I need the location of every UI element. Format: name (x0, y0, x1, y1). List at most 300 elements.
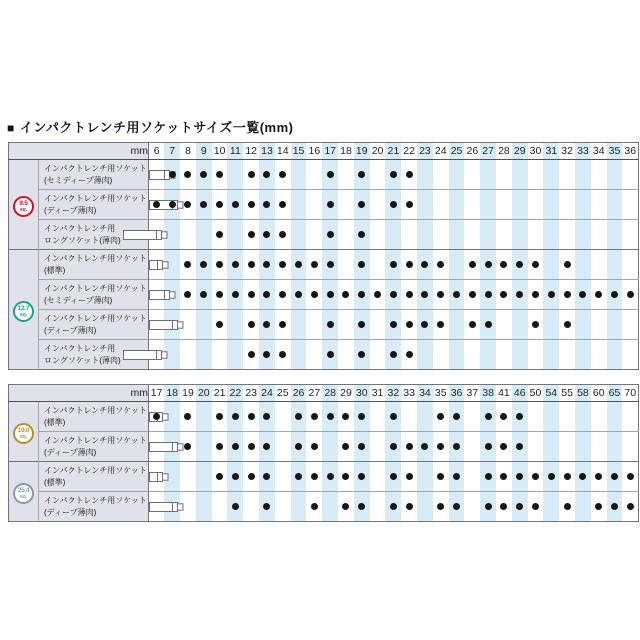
size-column-header-17: 17 (322, 143, 338, 160)
availability-dot (437, 261, 444, 268)
socket-type-label (44, 163, 147, 185)
size-cell-18 (338, 160, 354, 190)
size-column-header-35: 35 (433, 385, 449, 402)
availability-dot (564, 473, 571, 480)
size-cell-28 (496, 250, 512, 280)
availability-dot (579, 473, 586, 480)
socket-type-variant: (ディープ薄肉) (44, 325, 97, 335)
size-column-header-38: 38 (480, 385, 496, 402)
availability-dot (390, 413, 397, 420)
size-cell-30 (354, 462, 370, 492)
socket-type-name: インパクトレンチ用ソケット (44, 496, 147, 506)
size-cell-21 (385, 340, 401, 370)
size-cell-20 (370, 250, 386, 280)
availability-dot (279, 261, 286, 268)
availability-dot (327, 261, 334, 268)
size-cell-21 (385, 190, 401, 220)
availability-dot (390, 351, 397, 358)
availability-dot (500, 261, 507, 268)
size-column-header-11: 11 (227, 143, 243, 160)
availability-dot (532, 321, 539, 328)
size-column-header-21: 21 (212, 385, 228, 402)
socket-type-cell (39, 190, 149, 220)
availability-dot (500, 503, 507, 510)
size-cell-26 (464, 340, 480, 370)
size-cell-17 (322, 220, 338, 250)
availability-dot (548, 473, 555, 480)
size-cell-35 (607, 310, 623, 340)
availability-dot (437, 503, 444, 510)
size-column-header-13: 13 (259, 143, 275, 160)
size-cell-65 (607, 462, 623, 492)
size-cell-15 (291, 280, 307, 310)
size-cell-54 (543, 432, 559, 462)
size-cell-34 (591, 250, 607, 280)
size-cell-25 (275, 492, 291, 522)
availability-dot (263, 201, 270, 208)
size-cell-60 (591, 462, 607, 492)
availability-dot (453, 413, 460, 420)
size-cell-21 (385, 220, 401, 250)
size-cell-20 (370, 280, 386, 310)
size-cell-34 (591, 160, 607, 190)
size-cell-36 (622, 190, 638, 220)
socket-type-variant: (標準) (44, 265, 66, 275)
size-cell-22 (227, 432, 243, 462)
size-cell-22 (401, 340, 417, 370)
size-cell-25 (449, 220, 465, 250)
availability-dot (327, 231, 334, 238)
availability-dot (327, 351, 334, 358)
availability-dot (358, 291, 365, 298)
availability-dot (453, 473, 460, 480)
size-cell-13 (259, 310, 275, 340)
availability-dot (390, 503, 397, 510)
drive-size-cell (9, 402, 39, 462)
size-cell-12 (243, 250, 259, 280)
size-cell-36 (449, 492, 465, 522)
size-cell-36 (622, 250, 638, 280)
availability-dot (295, 413, 302, 420)
size-column-header-26: 26 (464, 143, 480, 160)
availability-dot (342, 291, 349, 298)
size-cell-31 (370, 492, 386, 522)
size-cell-23 (417, 340, 433, 370)
size-cell-29 (512, 190, 528, 220)
size-cell-70 (622, 492, 638, 522)
size-cell-14 (275, 160, 291, 190)
availability-dot (627, 503, 634, 510)
size-cell-26 (464, 310, 480, 340)
availability-dot (184, 443, 191, 450)
availability-dot (485, 443, 492, 450)
size-cell-12 (243, 310, 259, 340)
size-cell-22 (227, 402, 243, 432)
size-cell-55 (559, 492, 575, 522)
size-cell-12 (243, 160, 259, 190)
size-cell-19 (180, 462, 196, 492)
size-cell-28 (322, 402, 338, 432)
size-cell-27 (480, 190, 496, 220)
size-cell-20 (370, 160, 386, 190)
size-cell-32 (559, 160, 575, 190)
availability-dot (500, 413, 507, 420)
size-cell-14 (275, 250, 291, 280)
size-cell-36 (449, 432, 465, 462)
availability-dot (232, 473, 239, 480)
size-column-header-9: 9 (196, 143, 212, 160)
size-cell-22 (227, 492, 243, 522)
size-cell-9 (196, 190, 212, 220)
availability-dot (248, 413, 255, 420)
size-cell-35 (607, 280, 623, 310)
size-cell-36 (449, 402, 465, 432)
availability-dot (169, 171, 176, 178)
socket-type-cell (39, 250, 149, 280)
size-cell-22 (401, 280, 417, 310)
size-cell-16 (306, 190, 322, 220)
size-cell-36 (622, 280, 638, 310)
size-cell-11 (227, 220, 243, 250)
size-cell-11 (227, 310, 243, 340)
availability-dot (311, 291, 318, 298)
availability-dot (406, 201, 413, 208)
availability-dot (437, 443, 444, 450)
socket-type-cell (39, 462, 149, 492)
size-cell-34 (591, 220, 607, 250)
size-cell-16 (306, 340, 322, 370)
availability-dot (611, 291, 618, 298)
size-cell-13 (259, 160, 275, 190)
size-cell-34 (417, 402, 433, 432)
size-cell-23 (243, 462, 259, 492)
availability-dot (279, 201, 286, 208)
size-cell-36 (449, 462, 465, 492)
size-cell-31 (543, 250, 559, 280)
size-cell-27 (480, 280, 496, 310)
size-cell-24 (433, 250, 449, 280)
availability-dot (390, 473, 397, 480)
size-cell-14 (275, 280, 291, 310)
availability-dot (390, 321, 397, 328)
size-cell-17 (322, 190, 338, 220)
availability-dot (516, 291, 523, 298)
availability-dot (469, 321, 476, 328)
socket-type-label (44, 283, 147, 305)
drive-size-badge (13, 196, 34, 217)
availability-dot (327, 291, 334, 298)
size-cell-8 (180, 340, 196, 370)
availability-dot (232, 201, 239, 208)
availability-dot (295, 261, 302, 268)
availability-dot (532, 503, 539, 510)
size-cell-27 (480, 220, 496, 250)
size-cell-24 (259, 492, 275, 522)
socket-type-name: インパクトレンチ用ソケット (44, 254, 147, 264)
availability-dot (564, 503, 571, 510)
size-cell-28 (322, 432, 338, 462)
availability-dot (263, 291, 270, 298)
size-cell-60 (591, 402, 607, 432)
availability-dot (216, 171, 223, 178)
size-cell-33 (401, 462, 417, 492)
size-cell-38 (480, 402, 496, 432)
size-column-header-60: 60 (591, 385, 607, 402)
size-cell-24 (433, 160, 449, 190)
size-column-header-20: 20 (196, 385, 212, 402)
size-cell-27 (480, 250, 496, 280)
size-cell-23 (243, 492, 259, 522)
size-column-header-50: 50 (528, 385, 544, 402)
size-column-header-25: 25 (449, 143, 465, 160)
size-cell-8 (180, 250, 196, 280)
size-cell-34 (417, 492, 433, 522)
availability-dot (532, 473, 539, 480)
availability-dot (516, 473, 523, 480)
size-cell-19 (354, 280, 370, 310)
drive-size-badge (13, 301, 34, 322)
size-cell-31 (543, 160, 559, 190)
size-cell-15 (291, 340, 307, 370)
socket-type-cell (39, 432, 149, 462)
size-cell-35 (607, 160, 623, 190)
availability-dot (406, 291, 413, 298)
socket-type-variant: (ディープ薄肉) (44, 507, 97, 517)
size-cell-55 (559, 462, 575, 492)
size-cell-32 (385, 402, 401, 432)
size-cell-26 (464, 220, 480, 250)
page-title-text: インパクトレンチ用ソケットサイズ一覧(mm) (19, 120, 294, 135)
size-cell-23 (417, 280, 433, 310)
size-column-header-29: 29 (512, 143, 528, 160)
socket-type-name: インパクトレンチ用ソケット (44, 284, 147, 294)
availability-dot (358, 321, 365, 328)
size-cell-29 (512, 310, 528, 340)
availability-dot (263, 321, 270, 328)
size-cell-29 (512, 340, 528, 370)
size-column-header-21: 21 (385, 143, 401, 160)
size-cell-20 (196, 432, 212, 462)
availability-dot (311, 503, 318, 510)
size-cell-25 (275, 432, 291, 462)
size-cell-55 (559, 432, 575, 462)
size-cell-11 (227, 340, 243, 370)
size-cell-18 (338, 340, 354, 370)
size-cell-31 (370, 462, 386, 492)
size-cell-8 (180, 280, 196, 310)
size-cell-18 (338, 190, 354, 220)
size-cell-21 (385, 250, 401, 280)
size-cell-29 (512, 250, 528, 280)
size-cell-10 (212, 220, 228, 250)
size-cell-32 (385, 492, 401, 522)
size-cell-41 (496, 402, 512, 432)
size-cell-28 (496, 190, 512, 220)
availability-dot (469, 261, 476, 268)
socket-type-variant: (セミディープ薄肉) (44, 175, 113, 185)
size-cell-35 (433, 432, 449, 462)
size-cell-17 (322, 310, 338, 340)
availability-dot (216, 261, 223, 268)
size-column-header-16: 16 (306, 143, 322, 160)
availability-dot (263, 473, 270, 480)
size-cell-19 (354, 160, 370, 190)
availability-dot (453, 291, 460, 298)
size-cell-33 (575, 340, 591, 370)
size-cell-27 (480, 160, 496, 190)
availability-dot (358, 503, 365, 510)
size-cell-10 (212, 250, 228, 280)
size-column-header-32: 32 (559, 143, 575, 160)
availability-dot (390, 261, 397, 268)
size-cell-19 (354, 250, 370, 280)
title-bullet-icon: ■ (7, 121, 15, 135)
size-cell-30 (354, 492, 370, 522)
size-cell-70 (622, 432, 638, 462)
availability-dot (327, 321, 334, 328)
availability-dot (263, 413, 270, 420)
size-cell-17 (322, 160, 338, 190)
size-cell-65 (607, 432, 623, 462)
size-cell-25 (449, 310, 465, 340)
size-cell-19 (354, 310, 370, 340)
socket-size-table (8, 142, 639, 370)
size-cell-27 (480, 310, 496, 340)
size-cell-24 (433, 310, 449, 340)
size-cell-13 (259, 340, 275, 370)
size-cell-33 (401, 432, 417, 462)
size-cell-30 (528, 280, 544, 310)
availability-dot (295, 291, 302, 298)
size-cell-22 (401, 250, 417, 280)
socket-type-label (44, 435, 147, 457)
size-cell-35 (607, 220, 623, 250)
socket-type-variant: (ディープ薄肉) (44, 447, 97, 457)
size-cell-20 (196, 492, 212, 522)
availability-dot (184, 413, 191, 420)
socket-type-name: インパクトレンチ用ソケット (44, 314, 147, 324)
size-column-header-6: 6 (149, 143, 165, 160)
size-column-header-22: 22 (401, 143, 417, 160)
availability-dot (358, 351, 365, 358)
size-cell-27 (306, 462, 322, 492)
size-column-header-30: 30 (354, 385, 370, 402)
size-cell-41 (496, 492, 512, 522)
availability-dot (295, 473, 302, 480)
size-cell-10 (212, 340, 228, 370)
availability-dot (627, 291, 634, 298)
availability-dot (232, 503, 239, 510)
availability-dot (390, 443, 397, 450)
size-cell-14 (275, 190, 291, 220)
size-cell-23 (243, 432, 259, 462)
size-cell-20 (370, 220, 386, 250)
size-column-header-15: 15 (291, 143, 307, 160)
size-cell-35 (607, 250, 623, 280)
size-cell-34 (591, 310, 607, 340)
size-cell-32 (559, 190, 575, 220)
drive-size-badge (13, 423, 34, 444)
availability-dot (358, 261, 365, 268)
size-cell-58 (575, 462, 591, 492)
availability-dot (169, 201, 176, 208)
availability-dot (248, 473, 255, 480)
size-cell-31 (370, 432, 386, 462)
availability-dot (406, 171, 413, 178)
size-cell-17 (322, 280, 338, 310)
size-cell-9 (196, 340, 212, 370)
size-cell-23 (417, 190, 433, 220)
availability-dot (184, 261, 191, 268)
socket-type-label (44, 253, 147, 275)
size-cell-24 (433, 340, 449, 370)
availability-dot (564, 261, 571, 268)
size-column-header-41: 41 (496, 385, 512, 402)
size-cell-27 (480, 340, 496, 370)
availability-dot (406, 473, 413, 480)
size-column-header-46: 46 (512, 385, 528, 402)
size-cell-11 (227, 250, 243, 280)
size-cell-12 (243, 280, 259, 310)
size-cell-31 (543, 340, 559, 370)
size-cell-32 (559, 310, 575, 340)
socket-type-label (44, 343, 121, 365)
size-cell-58 (575, 432, 591, 462)
socket-type-cell (39, 492, 149, 522)
size-cell-19 (354, 190, 370, 220)
size-cell-31 (370, 402, 386, 432)
size-cell-38 (480, 492, 496, 522)
size-cell-8 (180, 220, 196, 250)
socket-type-name: インパクトレンチ用ソケット (44, 406, 147, 416)
socket-long-icon (123, 349, 168, 361)
size-cell-24 (433, 190, 449, 220)
size-cell-28 (496, 310, 512, 340)
size-cell-54 (543, 492, 559, 522)
size-column-header-23: 23 (243, 385, 259, 402)
size-cell-65 (607, 492, 623, 522)
availability-dot (406, 443, 413, 450)
availability-dot (263, 443, 270, 450)
size-column-header-36: 36 (449, 385, 465, 402)
availability-dot (500, 291, 507, 298)
size-cell-30 (528, 190, 544, 220)
size-cell-12 (243, 340, 259, 370)
size-cell-9 (196, 160, 212, 190)
size-cell-54 (543, 402, 559, 432)
size-cell-18 (338, 220, 354, 250)
page-title (7, 117, 293, 136)
drive-size-unit: sq. (19, 312, 28, 319)
size-cell-16 (306, 250, 322, 280)
size-cell-24 (259, 462, 275, 492)
availability-dot (358, 413, 365, 420)
size-cell-29 (512, 220, 528, 250)
drive-size-value: 9.5 (19, 199, 28, 207)
size-column-header-70: 70 (622, 385, 638, 402)
socket-long-icon (123, 229, 168, 241)
socket-type-variant: ロングソケット(薄肉) (44, 355, 121, 365)
size-cell-31 (543, 220, 559, 250)
availability-dot (374, 291, 381, 298)
size-cell-28 (496, 340, 512, 370)
availability-dot (390, 291, 397, 298)
size-column-header-7: 7 (164, 143, 180, 160)
availability-dot (248, 261, 255, 268)
size-cell-36 (622, 220, 638, 250)
socket-type-cell (39, 220, 149, 250)
size-cell-50 (528, 402, 544, 432)
